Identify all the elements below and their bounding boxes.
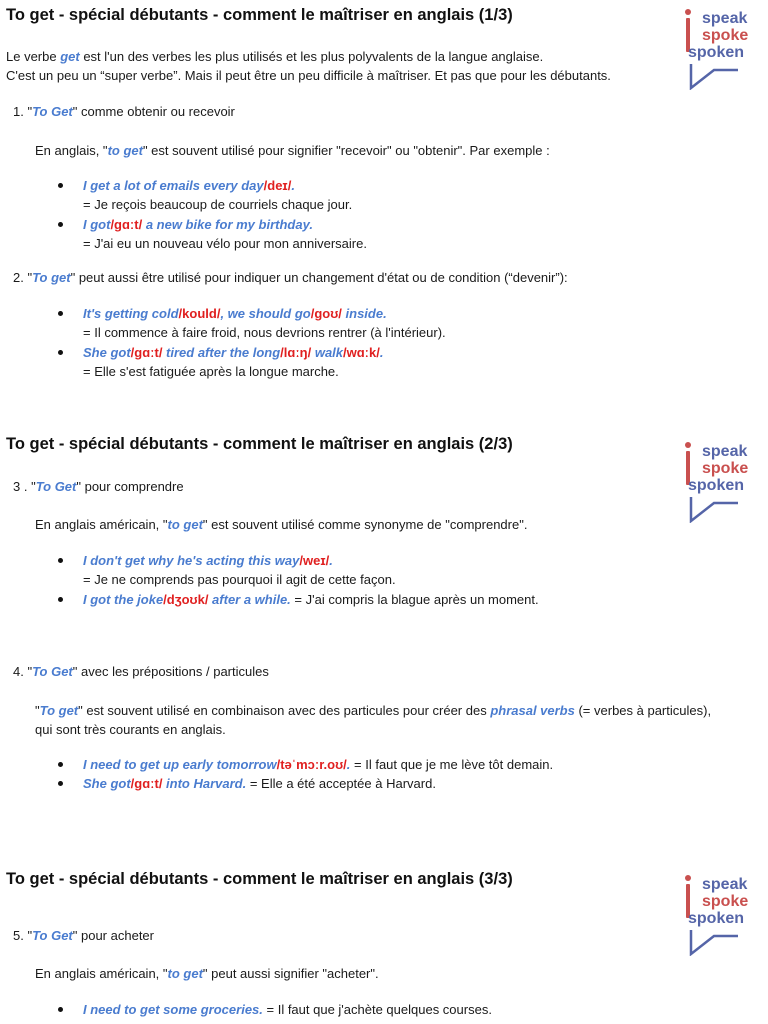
section-title: To get - spécial débutants - comment le maîtriser en anglais (3/3): [6, 870, 513, 888]
example-2: I got/gɑːt/ a new bike for my birthday.: [83, 217, 313, 232]
example-3: It's getting cold/kould/, we should go/goʊ/ inside.: [83, 306, 387, 321]
logo-dot: [685, 875, 691, 881]
logo-word-1: speak: [702, 10, 748, 27]
section-title: To get - spécial débutants - comment le maîtriser en anglais (2/3): [6, 435, 513, 453]
logo-word-2: spoke: [702, 893, 749, 910]
example-7: I need to get up early tomorrow/təˈmɔːr.oʊ/. = Il faut que je me lève tôt demain.: [83, 757, 554, 772]
translation-1: = Je reçois beaucoup de courriels chaque jour.: [83, 197, 353, 212]
heading-5: 5. "To Get" pour acheter: [13, 928, 154, 943]
section-1: [0, 0, 768, 400]
example-1: I get a lot of emails every day/deɪ/.: [83, 178, 295, 193]
example-9: I need to get some groceries. = Il faut que j'achète quelques courses.: [83, 1002, 492, 1017]
section-2: [0, 433, 768, 833]
translation-4: = Elle s'est fatiguée après la longue marche.: [83, 364, 339, 379]
speak-spoke-spoken-logo: [686, 6, 756, 88]
bullet: [58, 597, 63, 602]
heading-3: 3 . "To Get" pour comprendre: [13, 479, 184, 494]
logo-word-1: speak: [702, 443, 748, 460]
translation-5: = Je ne comprends pas pourquoi il agit de cette façon.: [83, 572, 396, 587]
example-4: She got/gɑːt/ tired after the long/lɑːŋ/ walk/wɑːk/.: [83, 345, 384, 360]
intro-line-1: Le verbe get est l'un des verbes les plus utilisés et les plus polyvalents de la langue anglaise.: [6, 49, 544, 64]
bullet: [58, 350, 63, 355]
section-title: To get - spécial débutants - comment le maîtriser en anglais (1/3): [6, 6, 513, 24]
bullet: [58, 1007, 63, 1012]
example-5: I don't get why he's acting this way/weɪ/.: [83, 553, 333, 568]
paragraph-1: En anglais, "to get" est souvent utilisé pour signifier "recevoir" ou "obtenir". Par exemple :: [35, 143, 550, 158]
bullet: [58, 222, 63, 227]
bullet: [58, 311, 63, 316]
intro-line-2: C'est un peu un “super verbe”. Mais il peut être un peu difficile à maîtriser. Et pas que pour les débutants.: [6, 68, 611, 83]
paragraph-4-line-1: "To get" est souvent utilisé en combinaison avec des particules pour créer des phrasal verbs (= verbes à particules),: [35, 703, 712, 718]
heading-2: 2. "To get" peut aussi être utilisé pour indiquer un changement d'état ou de condition (“devenir”):: [13, 270, 568, 285]
bullet: [58, 558, 63, 563]
example-8: She got/gɑːt/ into Harvard. = Elle a été acceptée à Harvard.: [83, 776, 436, 791]
logo-word-2: spoke: [702, 460, 749, 477]
translation-3: = Il commence à faire froid, nous devrions rentrer (à l'intérieur).: [83, 325, 446, 340]
speech-tail-icon: [688, 928, 740, 956]
speech-tail-icon: [688, 495, 740, 523]
speak-spoke-spoken-logo: [686, 872, 756, 954]
translation-2: = J'ai eu un nouveau vélo pour mon anniversaire.: [83, 236, 367, 251]
speak-spoke-spoken-logo: [686, 439, 756, 521]
bullet: [58, 762, 63, 767]
logo-dot: [685, 9, 691, 15]
example-6: I got the joke/dʒoʊk/ after a while. = J'ai compris la blague après un moment.: [83, 592, 539, 607]
bullet: [58, 183, 63, 188]
paragraph-3: En anglais américain, "to get" est souvent utilisé comme synonyme de "comprendre".: [35, 517, 528, 532]
logo-word-3: spoken: [688, 910, 745, 927]
logo-word-3: spoken: [688, 477, 745, 494]
logo-dot: [685, 442, 691, 448]
bullet: [58, 781, 63, 786]
heading-4: 4. "To Get" avec les prépositions / particules: [13, 664, 269, 679]
paragraph-5: En anglais américain, "to get" peut aussi signifier "acheter".: [35, 966, 379, 981]
logo-word-1: speak: [702, 876, 748, 893]
speech-tail-icon: [688, 62, 740, 90]
section-3: [0, 866, 768, 1024]
logo-word-3: spoken: [688, 44, 745, 61]
heading-1: 1. "To Get" comme obtenir ou recevoir: [13, 104, 235, 119]
paragraph-4-line-2: qui sont très courants en anglais.: [35, 722, 226, 737]
logo-word-2: spoke: [702, 27, 749, 44]
